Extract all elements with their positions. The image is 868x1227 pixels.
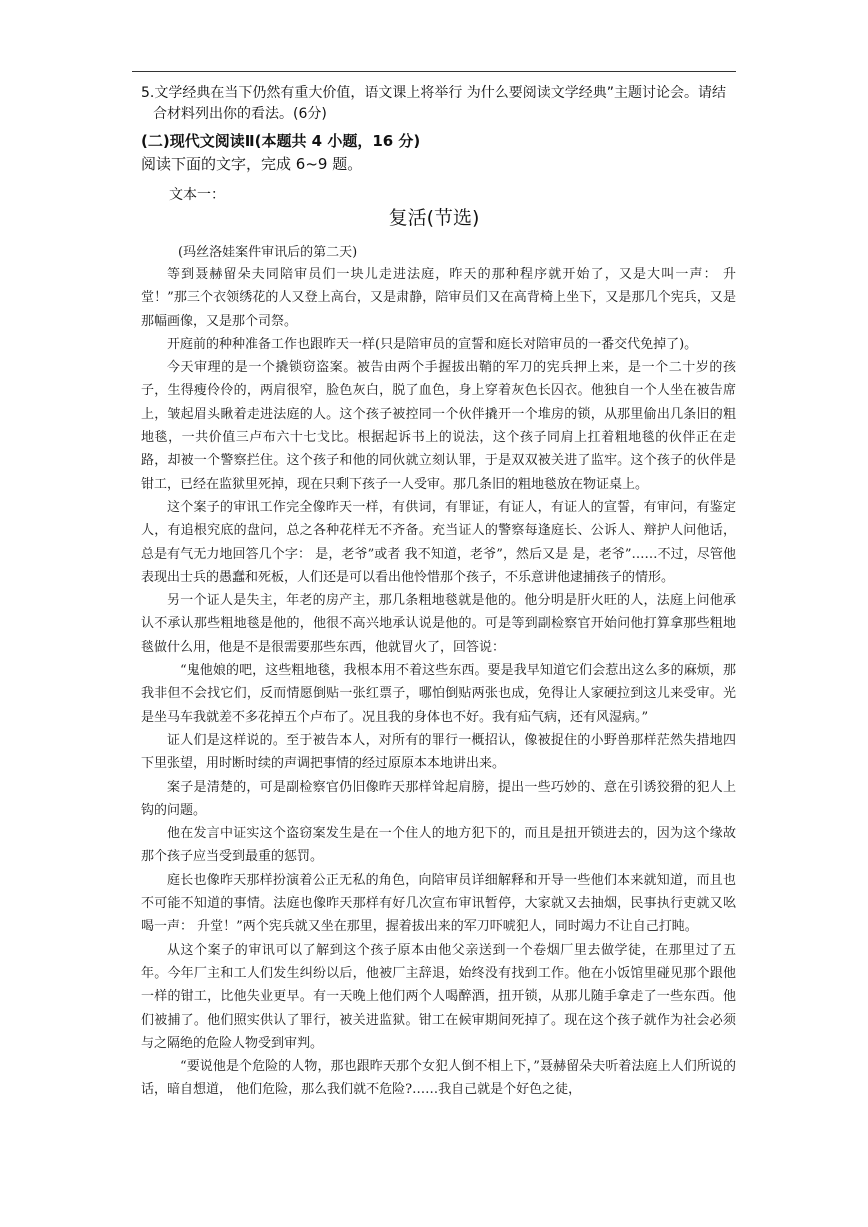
paragraph: 这个案子的审讯工作完全像昨天一样，有供词，有罪证，有证人，有证人的宣誓，有审问，有鉴定人，有追根究底的盘问，总之各种花样无不齐备。充当证人的警察每逢庭长、公诉人、辩护人问他话，总是有气无力地回答几个字： 是，老爷”或者 我不知道，老爷”，然后又是 是，老爷”……不过，尽管他表现出士兵的愚蠢和死板，人们还是可以看出他怜惜那个孩子，不乐意讲他逮捕孩子的情形。 <box>141 499 736 585</box>
paragraph: 开庭前的种种准备工作也跟昨天一样(只是陪审员的宣誓和庭长对陪审员的一番交代免掉了)。 <box>167 336 698 352</box>
top-rule <box>132 71 736 72</box>
paragraph: 案子是清楚的，可是副检察官仍旧像昨天那样耸起肩膀，提出一些巧妙的、意在引诱狡猾的犯人上钩的问题。 <box>141 779 736 818</box>
article-body <box>141 263 736 1102</box>
article-subtitle: (玛丝洛娃案件审讯后的第二天) <box>178 245 358 260</box>
article-title: 复活(节选) <box>388 207 480 229</box>
paragraph: 庭长也像昨天那样扮演着公正无私的角色，向陪审员详细解释和开导一些他们本来就知道，而且也不可能不知道的事情。法庭也像昨天那样有好几次宣布审讯暂停，大家就又去抽烟，民事执行吏就又吆喝一声： 升堂！”两个宪兵就又坐在那里，握着拔出来的军刀吓唬犯人，同时竭力不让自己打盹。 <box>141 872 736 935</box>
paragraph: 从这个案子的审讯可以了解到这个孩子原本由他父亲送到一个卷烟厂里去做学徒，在那里过了五年。今年厂主和工人们发生纠纷以后，他被厂主辞退，始终没有找到工作。他在小饭馆里碰见那个跟他一样的钳工，比他失业更早。有一天晚上他们两个人喝醉酒，扭开锁，从那儿随手拿走了一些东西。他们被捕了。他们照实供认了罪行，被关进监狱。钳工在候审期间死掉了。现在这个孩子就作为社会必须与之隔绝的危险人物受到审判。 <box>141 942 736 1051</box>
section-title: (二)现代文阅读Ⅱ(本题共 4 小题，16 分) <box>141 132 421 150</box>
paragraph: 证人们是这样说的。至于被告本人，对所有的罪行一概招认，像被捉住的小野兽那样茫然失措地四下里张望，用时断时续的声调把事情的经过原原本本地讲出来。 <box>141 732 736 772</box>
question-5 <box>141 83 741 125</box>
question-5-line-2: 合材料列出你的看法。(6分) <box>153 106 327 122</box>
text-label: 文本一： <box>169 187 225 203</box>
paragraph: 今天审理的是一个撬锁窃盗案。被告由两个手握拔出鞘的军刀的宪兵押上来，是一个二十岁的孩子，生得瘦伶伶的，两肩很窄，脸色灰白，脱了血色，身上穿着灰色长囚衣。他独自一个人坐在被告席上，皱起眉头瞅着走进法庭的人。这个孩子被控同一个伙伴撬开一个堆房的锁，从那里偷出几条旧的粗地毯，一共价值三卢布六十七戈比。根据起诉书上的说法，这个孩子同肩上扛着粗地毯的伙伴正在走路，却被一个警察拦住。这个孩子和他的同伙就立刻认罪，于是双双被关进了监牢。这个孩子的伙伴是钳工，已经在监狱里死掉，现在只剩下孩子一人受审。那几条旧的粗地毯放在物证桌上。 <box>141 360 736 492</box>
paragraph: “鬼他娘的吧，这些粗地毯，我根本用不着这些东西。要是我早知道它们会惹出这么多的麻烦，那我非但不会找它们，反而情愿倒贴一张红票子，哪怕倒贴两张也成，免得让人家硬拉到这儿来受审。光是坐马车我就差不多花掉五个卢布了。况且我的身体也不好。我有疝气病，还有风湿病。” <box>141 663 736 725</box>
section-intro: 阅读下面的文字，完成 6~9 题。 <box>141 155 363 173</box>
paragraph: 等到聂赫留朵夫同陪审员们一块儿走进法庭，昨天的那种程序就开始了，又是大叫一声： 升堂！”那三个衣领绣花的人又登上高台，又是肃静，陪审员们又在高背椅上坐下，又是那几个宪兵，又是那幅画像，又是那个司祭。 <box>141 267 736 329</box>
paragraph: “要说他是个危险的人物，那也跟昨天那个女犯人倒不相上下，”聂赫留朵夫听着法庭上人们所说的话，暗自想道， 他们危险，那么我们就不危险?……我自己就是个好色之徒， <box>141 1059 736 1098</box>
question-5-line-1: 5.文学经典在当下仍然有重大价值，语文课上将举行 为什么要阅读文学经典”主题讨论会。请结 <box>141 85 727 101</box>
paragraph: 他在发言中证实这个盗窃案发生是在一个住人的地方犯下的，而且是扭开锁进去的，因为这个缘故那个孩子应当受到最重的惩罚。 <box>141 826 736 865</box>
paragraph: 另一个证人是失主，年老的房产主，那几条粗地毯就是他的。他分明是肝火旺的人，法庭上问他承认不承认那些粗地毯是他的，他很不高兴地承认说是他的。可是等到副检察官开始问他打算拿那些粗地毯做什么用，他是不是很需要那些东西，他就冒火了，回答说： <box>141 593 736 655</box>
